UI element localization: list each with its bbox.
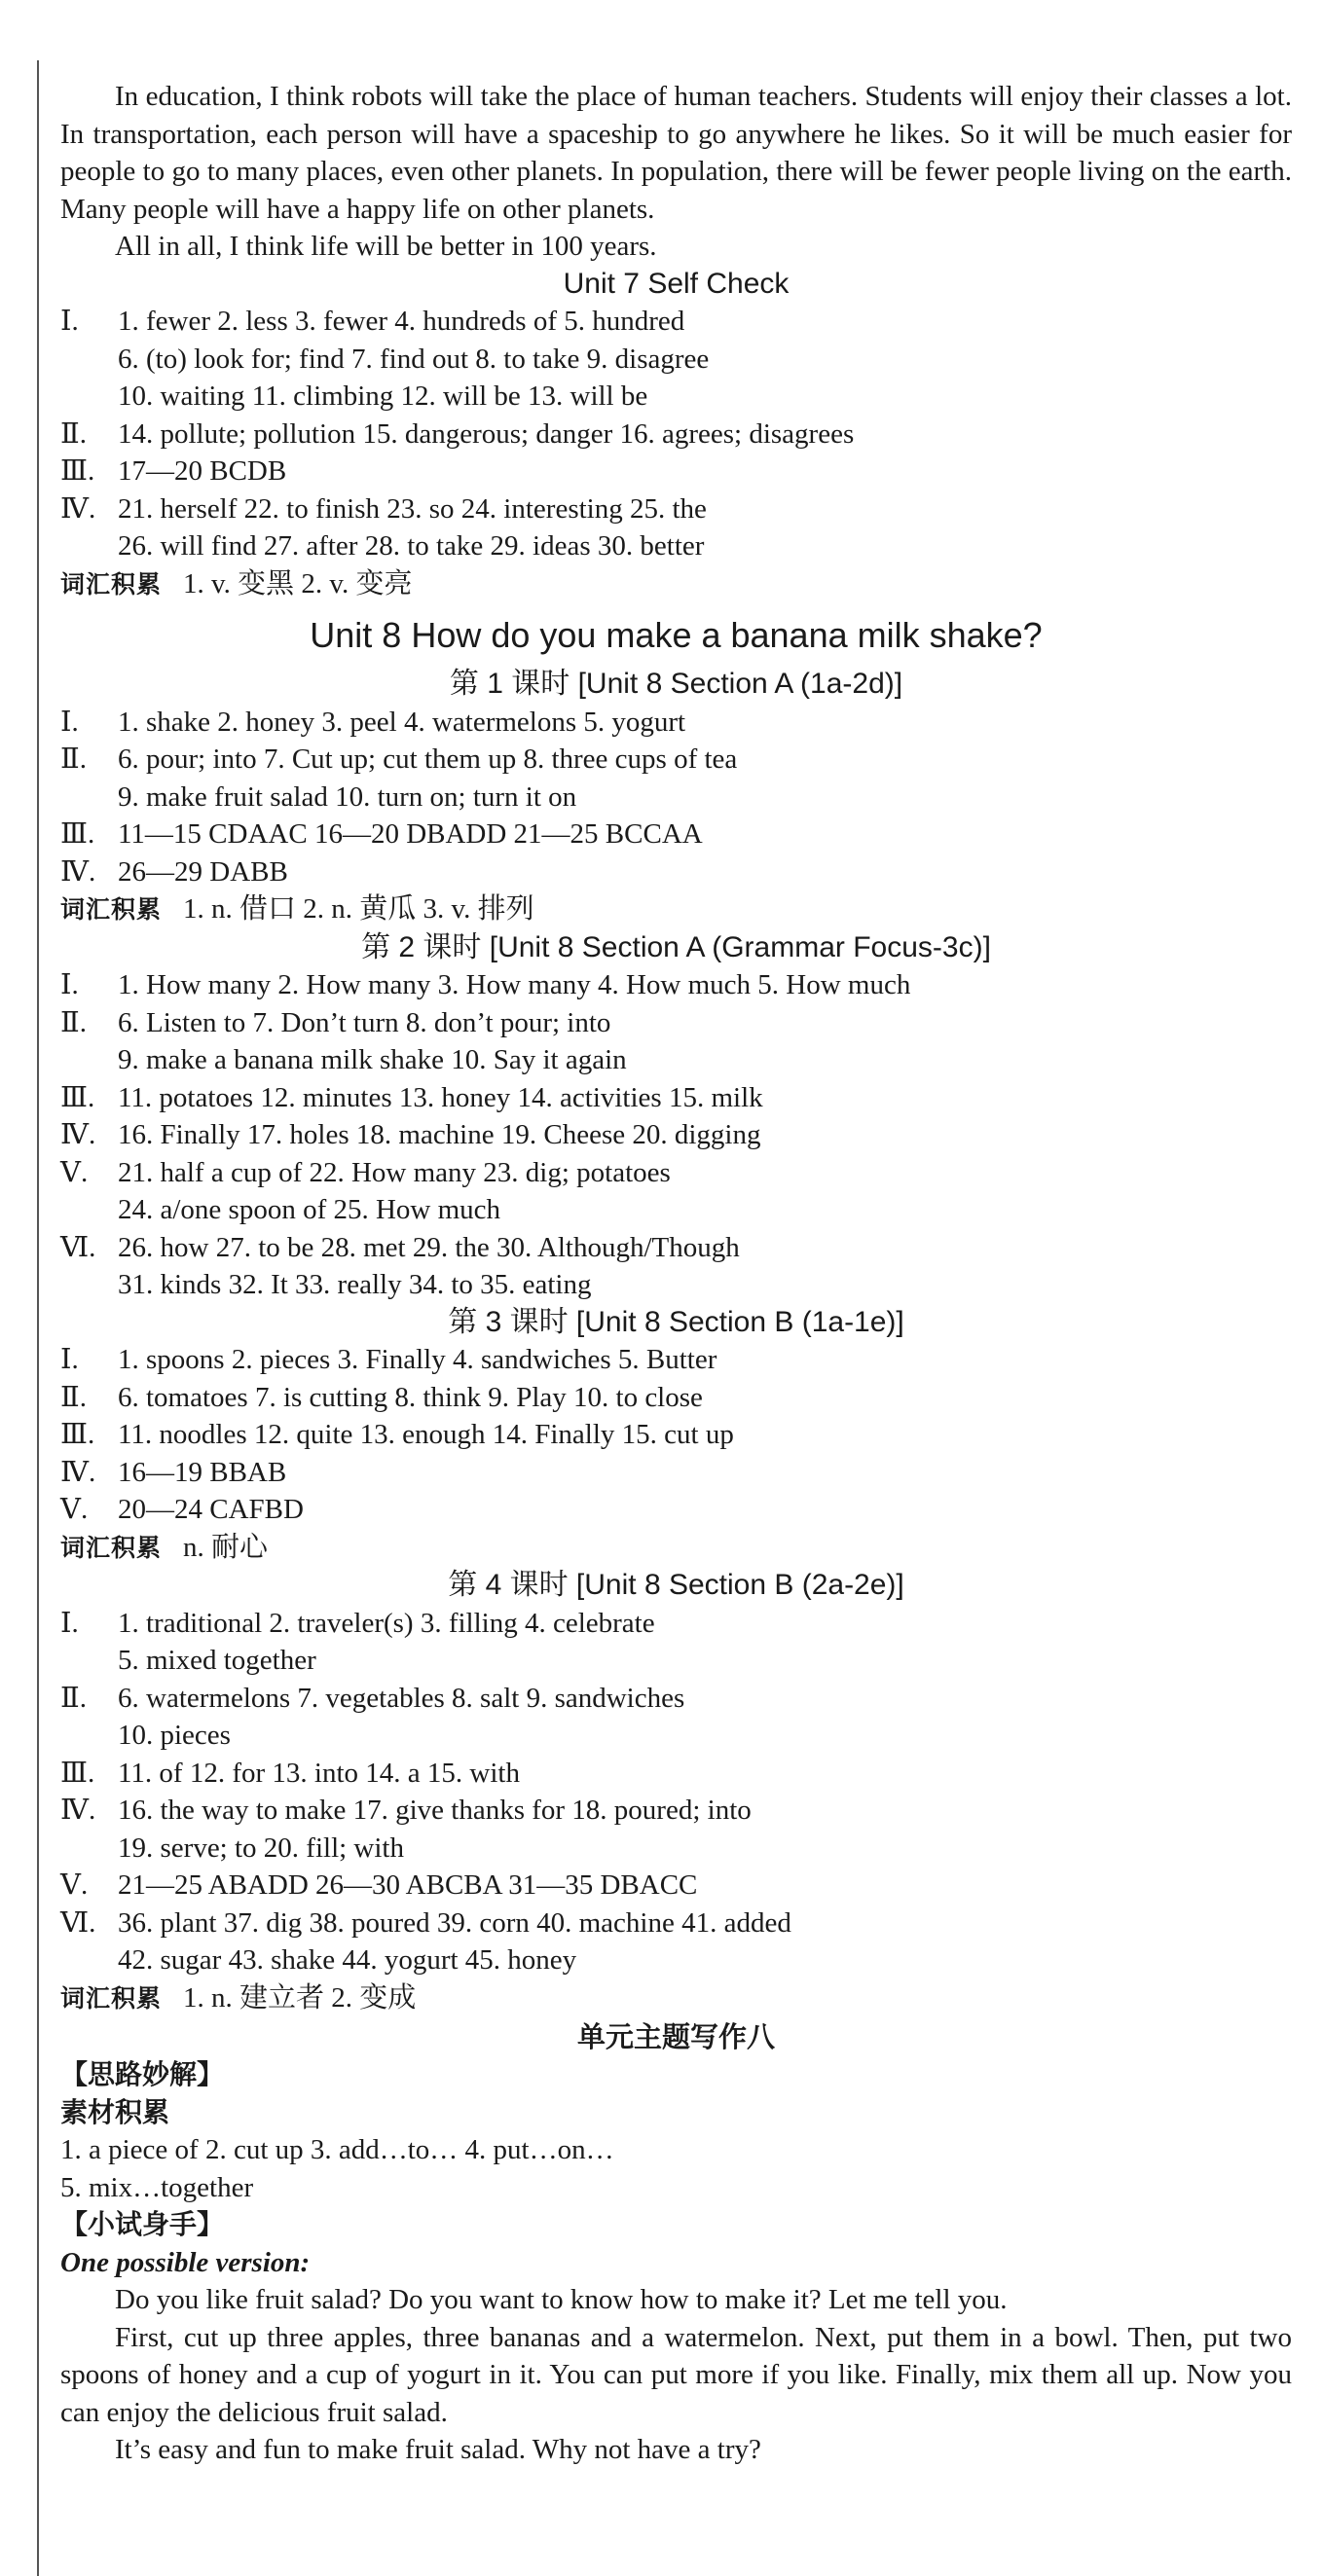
vocab-line [60, 1529, 1292, 1568]
material-line: 1. a piece of 2. cut up 3. add…to… 4. put…on… [60, 2134, 614, 2165]
answer-line [60, 1041, 1292, 1079]
section-marker: Ⅱ. [60, 744, 87, 775]
section-marker: Ⅰ. [60, 969, 79, 1000]
answer-text: 19. serve; to 20. fill; with [118, 1832, 404, 1864]
answer-line [60, 779, 1292, 816]
answer-text: 1. shake 2. honey 3. peel 4. watermelons 5. yogurt [118, 706, 686, 738]
section-marker: Ⅲ. [60, 818, 95, 850]
answer-text: 26. will find 27. after 28. to take 29. ideas 30. better [118, 530, 705, 562]
answer-text: 14. pollute; pollution 15. dangerous; danger 16. agrees; disagrees [118, 417, 855, 450]
answer-line [60, 527, 1292, 565]
answer-line [60, 1792, 1292, 1830]
answer-line [60, 816, 1292, 853]
answer-text: 6. watermelons 7. vegetables 8. salt 9. sandwiches [118, 1682, 685, 1714]
intro-paragraph-2: All in all, I think life will be better in 100 years. [115, 231, 657, 262]
answer-line [60, 416, 1292, 454]
vocab-text: 1. n. 借口 2. n. 黄瓜 3. v. 排列 [183, 893, 534, 925]
vocab-label: 词汇积累 [60, 569, 163, 599]
section-marker: Ⅲ. [60, 1419, 95, 1450]
answer-text: 10. pieces [118, 1720, 231, 1751]
answer-text: 6. pour; into 7. Cut up; cut them up 8. three cups of tea [118, 744, 738, 775]
unit8-title: Unit 8 How do you make a banana milk shake? [310, 615, 1043, 655]
section-marker: Ⅵ. [60, 1231, 96, 1263]
answer-text: 1. spoons 2. pieces 3. Finally 4. sandwiches 5. Butter [118, 1344, 717, 1375]
answer-text: 1. How many 2. How many 3. How many 4. How much 5. How much [118, 969, 911, 1000]
section-marker: Ⅴ. [60, 1869, 89, 1901]
writing-subheading: 素材积累 [60, 2095, 170, 2128]
answer-text: 6. Listen to 7. Don’t turn 8. don’t pour; into [118, 1006, 611, 1038]
page-content [60, 78, 1292, 2469]
material-line: 5. mix…together [60, 2171, 254, 2203]
vocab-text: 1. n. 建立者 2. 变成 [183, 1981, 417, 2014]
answer-line [60, 1491, 1292, 1529]
answer-text: 11. potatoes 12. minutes 13. honey 14. activities 15. milk [118, 1081, 763, 1113]
answer-line [60, 1416, 1292, 1454]
vocab-text: 1. v. 变黑 2. v. 变亮 [183, 567, 413, 599]
answer-line [60, 1905, 1292, 1942]
answer-text: 21. herself 22. to finish 23. so 24. interesting 25. the [118, 492, 707, 525]
answer-text: 5. mixed together [118, 1645, 316, 1676]
answer-text: 16. Finally 17. holes 18. machine 19. Cheese 20. digging [118, 1119, 761, 1150]
section-marker: Ⅰ. [60, 306, 79, 337]
answer-line [60, 453, 1292, 490]
section-marker: Ⅱ. [60, 1006, 87, 1038]
vocab-text: n. 耐心 [183, 1531, 269, 1563]
answer-line [60, 853, 1292, 891]
answer-line [60, 1266, 1292, 1304]
answer-line [60, 1680, 1292, 1718]
writing-title: 单元主题写作八 [576, 2020, 775, 2053]
section-marker: Ⅰ. [60, 1607, 79, 1639]
answer-line [60, 1079, 1292, 1117]
section-marker: Ⅱ. [60, 1381, 87, 1413]
answer-line [60, 1341, 1292, 1379]
lesson4-title: 第 4 课时 [Unit 8 Section B (2a-2e)] [448, 1569, 904, 1601]
answer-text: 21—25 ABADD 26—30 ABCBA 31—35 DBACC [118, 1869, 698, 1901]
section-marker: Ⅳ. [60, 1795, 96, 1826]
answer-line [60, 1229, 1292, 1267]
writing-section-heading: 【思路妙解】 [60, 2058, 225, 2090]
section-marker: Ⅱ. [60, 1682, 87, 1714]
answer-text: 26. how 27. to be 28. met 29. the 30. Although/Though [118, 1231, 740, 1263]
answer-line [60, 1191, 1292, 1229]
vocab-line [60, 1979, 1292, 2018]
answer-text: 26—29 DABB [118, 855, 288, 888]
left-margin-rule [37, 60, 39, 2576]
vocab-line [60, 565, 1292, 604]
essay-paragraph: It’s easy and fun to make fruit salad. Why not have a try? [115, 2434, 761, 2465]
vocab-label: 词汇积累 [60, 1983, 163, 2013]
answer-line [60, 1867, 1292, 1905]
answer-text: 1. fewer 2. less 3. fewer 4. hundreds of 5. hundred [118, 306, 685, 337]
answer-text: 10. waiting 11. climbing 12. will be 13. will be [118, 381, 648, 412]
vocab-line [60, 890, 1292, 929]
answer-line [60, 1116, 1292, 1154]
answer-line [60, 1379, 1292, 1417]
version-label: One possible version: [60, 2246, 311, 2278]
answer-line [60, 1755, 1292, 1793]
answer-line [60, 1154, 1292, 1192]
intro-paragraph-1: In education, I think robots will take the place of human teachers. Students will enjoy their classes a lot. In transportation, each person will have a spaceship to go anywhere he likes. So it will be much easier for people to go to many places, even other planets. In population, there will be fewer people living on the earth. Many people will have a happy life on other planets. [60, 81, 1292, 225]
answer-line [60, 1605, 1292, 1643]
section-marker: Ⅴ. [60, 1156, 89, 1188]
section-marker: Ⅲ. [60, 1081, 95, 1113]
answer-text: 1. traditional 2. traveler(s) 3. filling 4. celebrate [118, 1607, 655, 1639]
section-marker: Ⅱ. [60, 417, 87, 450]
answer-line [60, 1941, 1292, 1979]
answer-line [60, 741, 1292, 779]
answer-line [60, 378, 1292, 416]
answer-line [60, 966, 1292, 1004]
answer-text: 11—15 CDAAC 16—20 DBADD 21—25 BCCAA [118, 818, 703, 850]
writing-section-heading: 【小试身手】 [60, 2208, 225, 2240]
answer-text: 36. plant 37. dig 38. poured 39. corn 40. machine 41. added [118, 1906, 791, 1939]
essay-paragraph: First, cut up three apples, three bananas and a watermelon. Next, put them in a bowl. Then, put two spoons of honey and a cup of yogurt in it. You can put more if you like. Finally, mix them all up. Now you can enjoy the delicious fruit salad. [60, 2321, 1292, 2428]
answer-text: 16. the way to make 17. give thanks for 18. poured; into [118, 1795, 752, 1826]
vocab-label: 词汇积累 [60, 895, 163, 924]
answer-text: 9. make fruit salad 10. turn on; turn it on [118, 780, 577, 813]
answer-text: 17—20 BCDB [118, 455, 287, 487]
answer-text: 11. noodles 12. quite 13. enough 14. Finally 15. cut up [118, 1419, 734, 1450]
answer-text: 20—24 CAFBD [118, 1494, 304, 1525]
lesson2-title: 第 2 课时 [Unit 8 Section A (Grammar Focus-3c)] [361, 930, 991, 963]
section-marker: Ⅰ. [60, 1344, 79, 1375]
essay-paragraph: Do you like fruit salad? Do you want to know how to make it? Let me tell you. [115, 2284, 1008, 2315]
section-marker: Ⅰ. [60, 706, 79, 738]
answer-text: 9. make a banana milk shake 10. Say it again [118, 1044, 627, 1075]
answer-line [60, 1830, 1292, 1868]
answer-line [60, 303, 1292, 341]
answer-line [60, 490, 1292, 528]
answer-line [60, 704, 1292, 742]
answer-text: 11. of 12. for 13. into 14. a 15. with [118, 1757, 520, 1789]
section-marker: Ⅳ. [60, 1456, 96, 1488]
lesson1-title: 第 1 课时 [Unit 8 Section A (1a-2d)] [449, 668, 903, 700]
section-marker: Ⅳ. [60, 492, 96, 525]
section-marker: Ⅲ. [60, 1757, 95, 1789]
section-marker: Ⅴ. [60, 1494, 89, 1525]
answer-text: 16—19 BBAB [118, 1456, 287, 1488]
answer-line [60, 1454, 1292, 1492]
section-marker: Ⅲ. [60, 455, 95, 487]
answer-line [60, 1004, 1292, 1042]
answer-text: 24. a/one spoon of 25. How much [118, 1194, 501, 1225]
answer-line [60, 1717, 1292, 1755]
answer-text: 21. half a cup of 22. How many 23. dig; potatoes [118, 1156, 671, 1188]
lesson3-title: 第 3 课时 [Unit 8 Section B (1a-1e)] [448, 1305, 904, 1338]
unit7-self-check-title: Unit 7 Self Check [563, 267, 790, 300]
section-marker: Ⅳ. [60, 855, 96, 888]
answer-text: 31. kinds 32. It 33. really 34. to 35. eating [118, 1269, 592, 1300]
answer-line [60, 1642, 1292, 1680]
section-marker: Ⅳ. [60, 1119, 96, 1150]
answer-text: 42. sugar 43. shake 44. yogurt 45. honey [118, 1944, 577, 1976]
answer-text: 6. (to) look for; find 7. find out 8. to take 9. disagree [118, 343, 710, 375]
answer-text: 6. tomatoes 7. is cutting 8. think 9. Play 10. to close [118, 1381, 703, 1413]
vocab-label: 词汇积累 [60, 1533, 163, 1562]
section-marker: Ⅵ. [60, 1906, 96, 1939]
answer-line [60, 341, 1292, 379]
